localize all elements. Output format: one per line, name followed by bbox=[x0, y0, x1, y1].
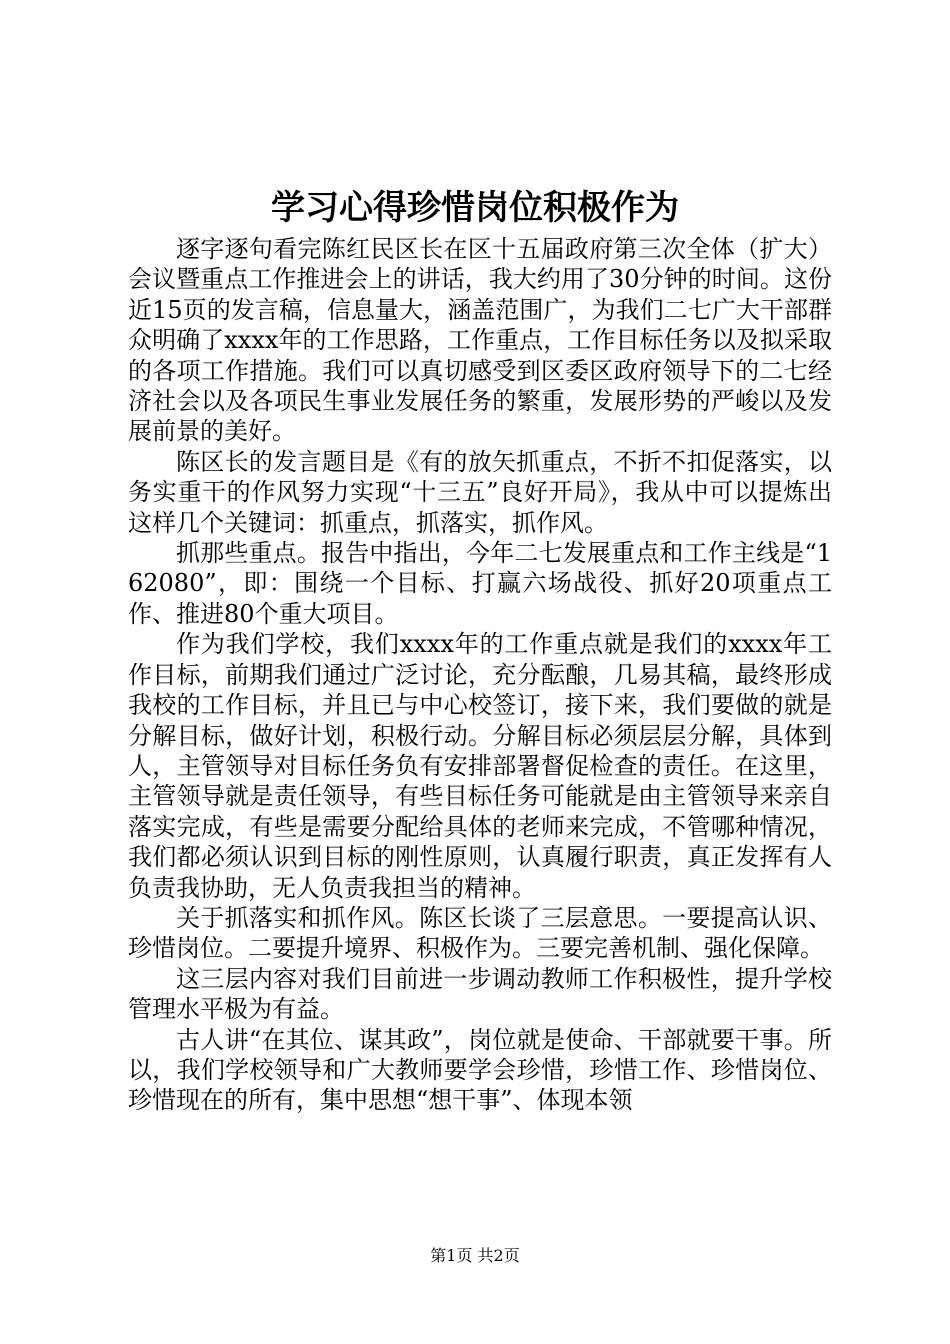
paragraph-7: 古人讲“在其位、谋其政”，岗位就是使命、干部就要干事。所以，我们学校领导和广大教师要学会珍惜，珍惜工作、珍惜岗位、珍惜现在的所有，集中思想“想干事”、体现本领 bbox=[128, 1025, 832, 1115]
document-body bbox=[128, 234, 832, 1116]
document-title: 学习心得珍惜岗位积极作为 bbox=[271, 188, 679, 228]
paragraph-1: 逐字逐句看完陈红民区长在区十五届政府第三次全体（扩大）会议暨重点工作推进会上的讲话，我大约用了30分钟的时间。这份近15页的发言稿，信息量大，涵盖范围广，为我们二七广大干部群众明确了xxxx年的工作思路，工作重点，工作目标任务以及拟采取的各项工作措施。我们可以真切感受到区委区政府领导下的二七经济社会以及各项民生事业发展任务的繁重，发展形势的严峻以及发展前景的美好。 bbox=[128, 235, 832, 446]
paragraph-3: 抓那些重点。报告中指出，今年二七发展重点和工作主线是“162080”，即：围绕一个目标、打赢六场战役、抓好20项重点工作、推进80个重大项目。 bbox=[128, 539, 832, 628]
page-number-footer: 第1页 共2页 bbox=[430, 1246, 520, 1265]
paragraph-5: 关于抓落实和抓作风。陈区长谈了三层意思。一要提高认识、珍惜岗位。二要提升境界、积极作为。三要完善机制、强化保障。 bbox=[128, 903, 832, 963]
paragraph-2: 陈区长的发言题目是《有的放矢抓重点，不折不扣促落实，以务实重干的作风努力实现“十三五”良好开局》，我从中可以提炼出这样几个关键词：抓重点，抓落实，抓作风。 bbox=[128, 447, 832, 537]
paragraph-6: 这三层内容对我们目前进一步调动教师工作积极性，提升学校管理水平极为有益。 bbox=[128, 964, 832, 1024]
paragraph-4: 作为我们学校，我们xxxx年的工作重点就是我们的xxxx年工作目标，前期我们通过广泛讨论，充分酝酿，几易其稿，最终形成我校的工作目标，并且已与中心校签订，接下来，我们要做的就是分解目标，做好计划，积极行动。分解目标必须层层分解，具体到人，主管领导对目标任务负有安排部署督促检查的责任。在这里，主管领导就是责任领导，有些目标任务可能就是由主管领导来亲自落实完成，有些是需要分配给具体的老师来完成，不管哪种情况，我们都必须认识到目标的刚性原则，认真履行职责，真正发挥有人负责我协助，无人负责我担当的精神。 bbox=[128, 630, 832, 902]
